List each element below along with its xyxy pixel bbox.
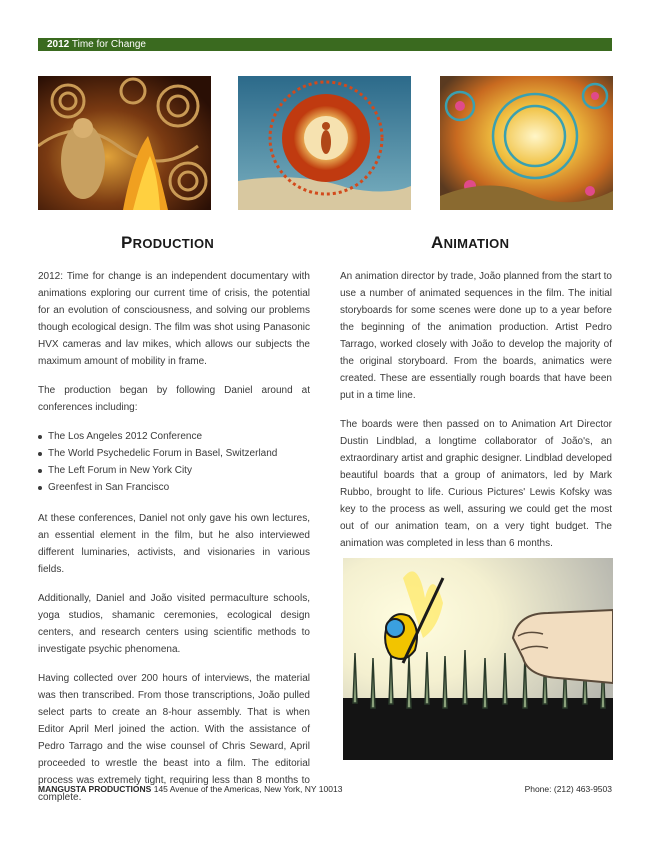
footer-address-line (38, 784, 342, 794)
list-item: Greenfest in San Francisco (38, 479, 310, 496)
header-title: Time for Change (71, 39, 146, 50)
production-column (38, 268, 310, 818)
footer-phone: Phone: (212) 463-9503 (524, 784, 612, 794)
production-paragraph: At these conferences, Daniel not only gave his own lectures, an essential element in the film, but he also interviewed different luminaries, activists, and visionaries in various fields. (38, 513, 310, 575)
animation-paragraph: The boards were then passed on to Animation Art Director Dustin Lindblad, a longtime collaborator of João's, an extraordinary artist and graphic designer. Lindblad developed beautiful boards that a group of animators, led by Mark Rubbo, brought to life. Curious Pictures' Lewis Kofsky was key to the process as well, assuring we could get the most out of our animation team, on a very tight budget. The animation was completed in less than 6 months. (340, 419, 612, 549)
header-year: 2012 (47, 39, 70, 50)
production-heading: PRODUCTION (121, 233, 215, 252)
animation-heading: ANIMATION (431, 233, 510, 252)
bullet-icon (38, 486, 42, 490)
production-paragraph: The production began by following Daniel around at conferences including: (38, 385, 310, 413)
still-image-radiant-vision (440, 76, 613, 210)
footer-address: 145 Avenue of the Americas, New York, NY 10013 (153, 784, 343, 794)
production-paragraph: Having collected over 200 hours of interviews, the material was then transcribed. From those transcriptions, João pulled select parts to create an 8-hour assembly. That is when Editor April Merl joined the action. With the assistance of Pedro Tarrago and the wise counsel of Chris Seward, April proceeded to wrestle the beast into a film. The editorial process was extremely tight, requiring less than 8 months to complete. (38, 673, 310, 803)
footer-company: MANGUSTA PRODUCTIONS (38, 784, 152, 794)
animation-column (340, 268, 612, 564)
list-item: The World Psychedelic Forum in Basel, Switzerland (38, 445, 310, 462)
animation-still-illustration (343, 558, 613, 760)
list-item: The Left Forum in New York City (38, 462, 310, 479)
footer (38, 784, 612, 795)
still-image-sun-mandala (238, 76, 411, 210)
header-bar (38, 38, 612, 51)
bullet-icon (38, 452, 42, 456)
production-paragraph: 2012: Time for change is an independent documentary with animations exploring our current time of crisis, the potential for an evolution of consciousness, and solving our problems though ecological design. The film was shot using Panasonic HVX cameras and lav mikes, which allows our subjects the maximum amount of mobility in frame. (38, 271, 310, 367)
animation-paragraph: An animation director by trade, João planned from the start to use a number of animated sequences in the film. The initial storyboards for some scenes were done up to a year before the beginning of the animation production. Artist Pedro Tarrago, worked closely with João to develop the majority of the original storyboard. From the boards, animatics were created. These are essentially rough boards that have been put in a time line. (340, 271, 612, 401)
bullet-icon (38, 435, 42, 439)
bullet-icon (38, 469, 42, 473)
conference-list (38, 428, 310, 496)
still-image-spirals (38, 76, 211, 210)
production-paragraph: Additionally, Daniel and João visited permaculture schools, yoga studios, shamanic ceremonies, ecological design centers, and research centers using scientific methods to investigate psychic phenomena. (38, 593, 310, 655)
list-item: The Los Angeles 2012 Conference (38, 428, 310, 445)
